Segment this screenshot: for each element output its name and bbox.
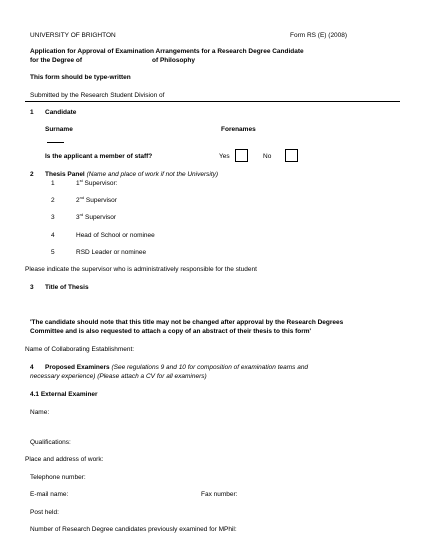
examiner-count-label: Number of Research Degree candidates previously examined for MPhil:	[30, 526, 237, 533]
yes-label: Yes	[219, 153, 230, 160]
forenames-label: Forenames	[221, 126, 256, 133]
section4-note-line1: (See regulations 9 and 10 for composition of examination teams and	[111, 364, 309, 371]
examiner-qualifications-label: Qualifications:	[30, 439, 71, 446]
panel-row-5-label: RSD Leader or nominee	[76, 249, 147, 256]
no-checkbox[interactable]	[285, 149, 298, 162]
typewritten-note: This form should be type-written	[30, 74, 131, 81]
yes-checkbox[interactable]	[235, 149, 248, 162]
section2-heading: Thesis Panel	[45, 171, 85, 178]
examiner-email-label: E-mail name:	[30, 491, 69, 498]
submitted-by-label: Submitted by the Research Student Division of	[30, 92, 165, 99]
collaborating-establishment-label: Name of Collaborating Establishment:	[25, 346, 135, 353]
panel-row-5-num: 5	[51, 249, 55, 256]
panel-row-2-num: 2	[51, 197, 55, 204]
section4-number: 4	[30, 364, 34, 371]
thesis-warning-line2: Committee and is also requested to attach a copy of an abstract of their thesis to this form'	[30, 328, 312, 335]
panel-row-3-label: 3rd Supervisor	[76, 212, 117, 222]
indicate-supervisor-note: Please indicate the supervisor who is administratively responsible for the student	[25, 266, 257, 273]
section2-heading-note: (Name and place of work if not the University)	[86, 171, 219, 178]
form-title-line1: Application for Approval of Examination Arrangements for a Research Degree Candidate	[30, 48, 304, 55]
panel-row-4-label: Head of School or nominee	[76, 232, 155, 239]
thesis-warning-line1: 'The candidate should note that this title may not be changed after approval by the Research Degrees	[30, 319, 344, 326]
form-title-degree-prefix: for the Degree of	[30, 57, 83, 64]
submitted-by-underline	[25, 101, 400, 102]
section4-heading-wrap	[45, 365, 308, 372]
panel-row-2-label: 2nd Supervisor	[76, 195, 117, 205]
section4-note-line2: necessary experience) (Please attach a CV for all examiners)	[30, 373, 207, 380]
examiner-telephone-label: Telephone number:	[30, 474, 86, 481]
form-title-degree-suffix: of Philosophy	[152, 57, 195, 64]
examiner-place-label: Place and address of work:	[25, 456, 104, 463]
panel-row-1-label: 1st Supervisor:	[76, 178, 118, 188]
panel-row-4-num: 4	[51, 232, 55, 239]
examiner-name-label: Name:	[30, 409, 50, 416]
surname-field-line[interactable]	[47, 142, 64, 143]
section2-heading-wrap	[45, 172, 218, 179]
section3-heading: Title of Thesis	[45, 284, 89, 291]
panel-row-1-num: 1	[51, 180, 55, 187]
section4-heading: Proposed Examiners	[45, 364, 110, 371]
section41-heading: 4.1 External Examiner	[30, 391, 98, 398]
university-name: UNIVERSITY OF BRIGHTON	[30, 32, 116, 39]
surname-label: Surname	[45, 126, 73, 133]
panel-row-3-num: 3	[51, 214, 55, 221]
staff-question: Is the applicant a member of staff?	[45, 153, 153, 160]
section2-number: 2	[30, 171, 34, 178]
section1-heading: Candidate	[45, 109, 77, 116]
section1-number: 1	[30, 109, 34, 116]
section3-number: 3	[30, 284, 34, 291]
form-code: Form RS (E) (2008)	[290, 32, 348, 39]
examiner-fax-label: Fax number:	[201, 491, 238, 498]
no-label: No	[263, 153, 272, 160]
examiner-post-label: Post held:	[30, 509, 59, 516]
